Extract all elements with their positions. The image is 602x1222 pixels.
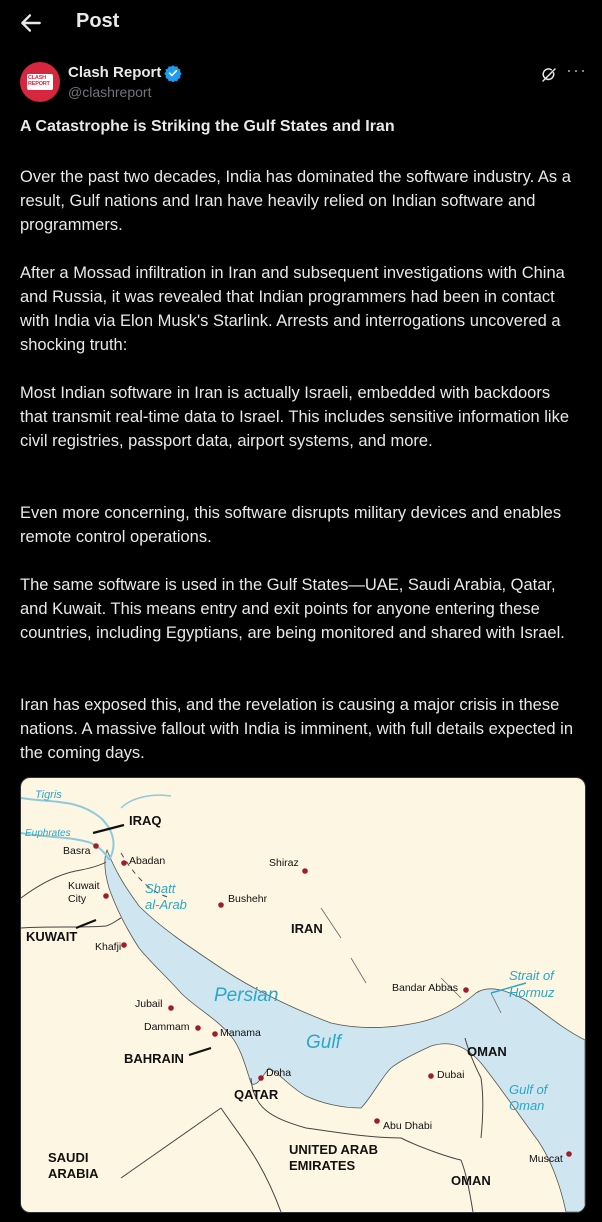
city-label: Doha: [266, 1067, 292, 1079]
city-label: Dammam: [144, 1021, 190, 1033]
city-label: City: [68, 893, 87, 905]
post-paragraph: The same software is used in the Gulf States—UAE, Saudi Arabia, Qatar, and Kuwait. This means entry and exit points for anyone entering these countries, including Egyptians, are being monitored and shared with Israel.: [20, 576, 565, 642]
city-label: Abadan: [129, 855, 166, 867]
country-label: OMAN: [451, 1173, 491, 1188]
post-paragraph: After a Mossad infiltration in Iran and subsequent investigations with China and Russia, it was revealed that Indian programmers had been in contact with India via Elon Musk's Starlink. Arrests and interrogations uncovered a shocking truth:: [20, 264, 565, 354]
water-label: Strait of: [509, 968, 554, 983]
river-label: Euphrates: [25, 828, 71, 839]
country-label: UNITED ARAB: [289, 1142, 379, 1157]
page-title: Post: [76, 10, 120, 32]
water-label: Oman: [509, 1098, 545, 1113]
post-paragraph: Even more concerning, this software disrupts military devices and enables remote control operations.: [20, 504, 562, 546]
map-image[interactable]: [20, 777, 586, 1213]
verified-badge-icon: [164, 64, 182, 82]
city-label: Kuwait: [68, 880, 100, 892]
country-label: IRAN: [291, 921, 323, 936]
water-label: al-Arab: [145, 897, 187, 912]
post-author: [20, 60, 587, 104]
avatar[interactable]: [20, 62, 60, 102]
water-label: Persian: [214, 985, 279, 1006]
city-label: Dubai: [437, 1069, 465, 1081]
author-name[interactable]: Clash Report: [68, 64, 162, 81]
city-label: Muscat: [529, 1153, 563, 1165]
persian-gulf-map: [21, 778, 585, 1212]
country-label: ARABIA: [48, 1166, 99, 1181]
water-label: Gulf: [306, 1032, 341, 1053]
country-label: IRAQ: [129, 813, 162, 828]
country-label: KUWAIT: [26, 929, 78, 944]
city-label: Basra: [63, 845, 91, 857]
city-label: Bandar Abbas: [392, 982, 458, 994]
water-label: Shatt: [145, 881, 176, 896]
post-paragraph: Over the past two decades, India has dominated the software industry. As a result, Gulf nations and Iran have heavily relied on Indian software and programmers.: [20, 168, 571, 234]
back-arrow-icon[interactable]: [18, 10, 44, 36]
author-handle[interactable]: @clashreport: [68, 84, 152, 100]
city-label: Abu Dhabi: [383, 1120, 433, 1132]
country-label: BAHRAIN: [124, 1051, 184, 1066]
country-label: SAUDI: [48, 1150, 89, 1165]
water-label: Hormuz: [509, 985, 555, 1000]
grok-icon[interactable]: [540, 66, 558, 84]
top-bar: [0, 0, 602, 48]
country-label: OMAN: [467, 1044, 507, 1059]
water-label: Gulf of: [509, 1082, 548, 1097]
city-label: Manama: [220, 1027, 261, 1039]
country-label: EMIRATES: [289, 1158, 356, 1173]
post-paragraph: Most Indian software in Iran is actually Israeli, embedded with backdoors that transmit real-time data to Israel. This includes sensitive information like civil registries, passport data, airport systems, and more.: [20, 384, 570, 450]
post-paragraph: Iran has exposed this, and the revelation is causing a major crisis in these nations. A massive fallout with India is imminent, with full details expected in the coming days.: [20, 696, 574, 762]
avatar-logo-text: CLASH REPORT: [28, 75, 50, 87]
river-label: Tigris: [35, 789, 62, 801]
city-label: Khafji: [95, 941, 122, 953]
city-label: Jubail: [135, 998, 163, 1010]
country-label: QATAR: [234, 1087, 279, 1102]
city-label: Shiraz: [269, 857, 299, 869]
post-title: A Catastrophe is Striking the Gulf States and Iran: [20, 118, 395, 135]
more-options-icon[interactable]: ···: [566, 60, 587, 80]
city-label: Bushehr: [228, 893, 268, 905]
